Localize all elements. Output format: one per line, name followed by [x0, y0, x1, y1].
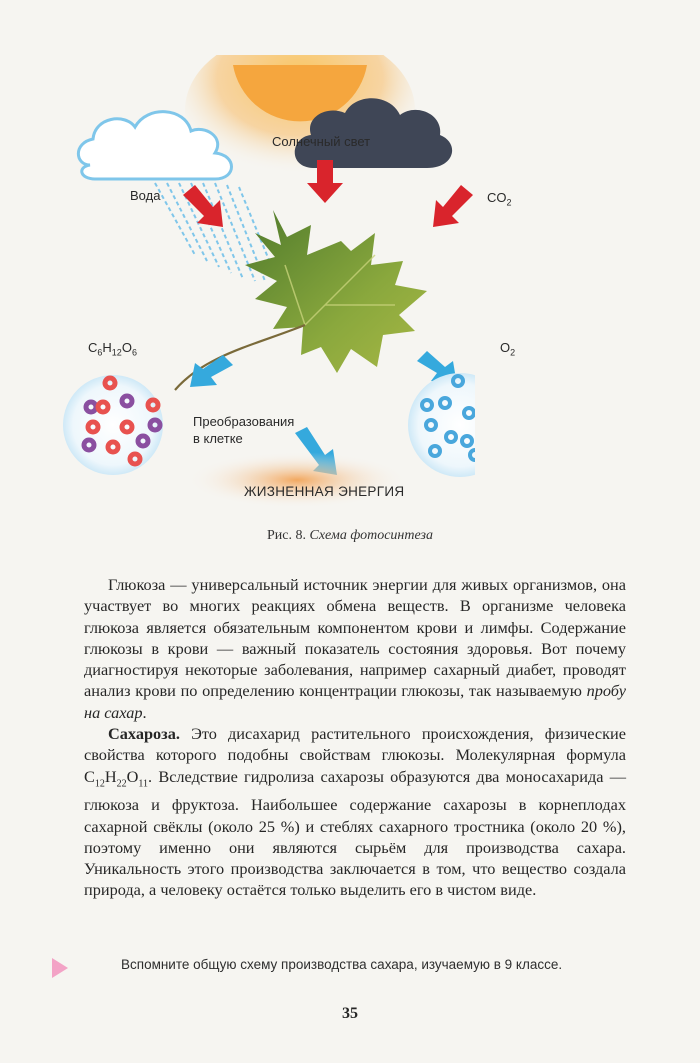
- glucose-bubble: [63, 375, 163, 475]
- glucose-arrow: [190, 355, 233, 387]
- o2-label: $O_2$: [500, 340, 516, 358]
- sunlight-label: Солнечный свет: [272, 134, 371, 149]
- paragraph-sucrose: Сахароза. Это дисахарид растительного происхождения, физические свойства которого подобны свойствам глюкозы. Молекулярная формула $C_{12}H_{22}O_{11}$. Вследствие гидролиза сахарозы образуются два моносахарида — глюкоза и фруктоза. Наибольшее содержание сахарозы в корнеплодах сахарной свёклы (около 25 %) и стеблях сахарного тростника (около 20 %), поэтому именно они являются сырьём для производства сахара. Уникальность этого производства заключается в том, что вещество создала природа, а человеку остаётся только выделить его в чистом виде.: [84, 724, 626, 900]
- life-energy-label: ЖИЗНЕННАЯ ЭНЕРГИЯ: [244, 484, 405, 499]
- note-marker-icon: [52, 958, 68, 978]
- water-arrow: [183, 185, 223, 227]
- energy-glow: [187, 452, 407, 508]
- oxygen-bubble: [408, 373, 475, 477]
- body-text: [84, 574, 626, 901]
- water-label: Вода: [130, 188, 161, 203]
- page-number: 35: [342, 1005, 358, 1022]
- paragraph-glucose: Глюкоза — универсальный источник энергии для живых организмов, она участвует во многих реакциях обмена веществ. В организме человека глюкоза является обязательным компонентом крови и лимфы. Содержание глюкозы в крови — важный показатель состояния здоровья. Вот почему диагностируя некоторые заболевания, например сахарный диабет, проводят анализ крови по определению концентрации глюкозы, так называемую пробу на сахар.: [84, 575, 626, 722]
- figure-caption: Рис. 8. Схема фотосинтеза: [267, 528, 433, 543]
- note-text: Вспомните общую схему производства сахара, изучаемую в 9 классе.: [121, 957, 563, 972]
- co2-arrow: [433, 185, 473, 227]
- co2-label: $CO_2$: [487, 190, 512, 208]
- transform-label: Преобразования в клетке: [193, 414, 295, 446]
- glucose-label: $C_6H_{12}O_6$: [88, 340, 137, 358]
